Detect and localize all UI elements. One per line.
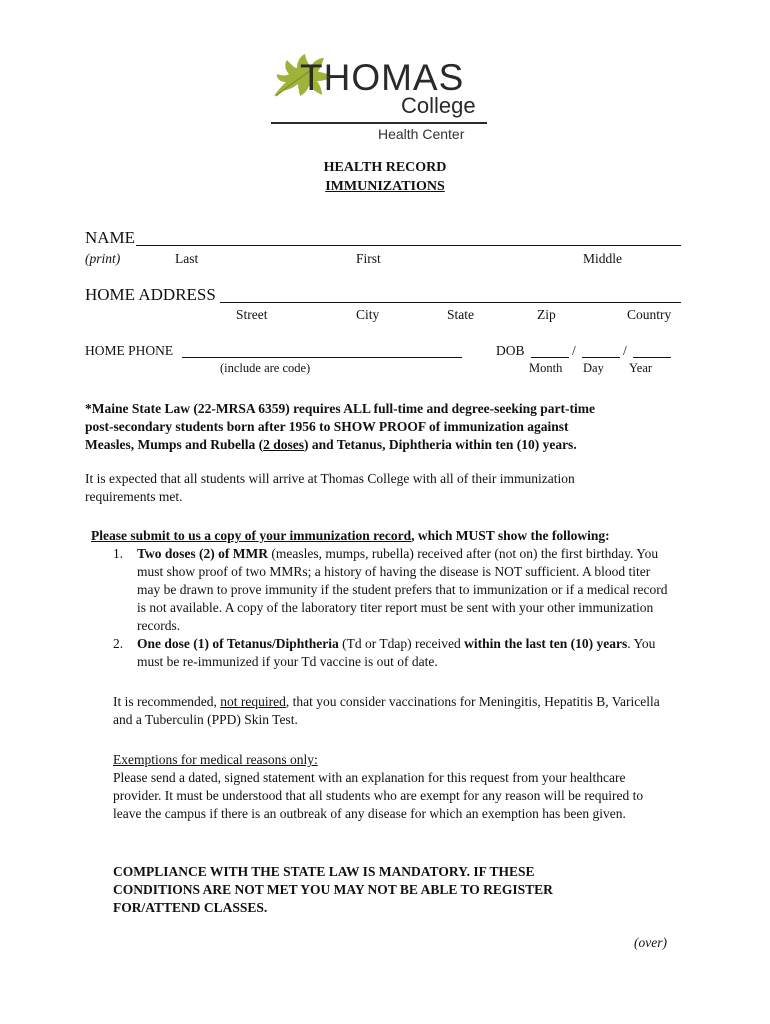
dob-year-line[interactable]	[633, 357, 671, 358]
state-law-notice	[85, 400, 675, 454]
address-country-caption: Country	[627, 307, 672, 322]
logo-subtitle: Health Center	[378, 126, 465, 142]
phone-note: (include are code)	[220, 361, 311, 375]
address-input-line[interactable]	[220, 302, 681, 303]
name-first-caption: First	[356, 251, 381, 266]
dob-separator-1: /	[572, 343, 576, 358]
arrival-expectation: It is expected that all students will arrive at Thomas College with all of their immunization requirements met.	[85, 471, 575, 504]
requirements-list	[113, 545, 669, 671]
submit-instruction: Please submit to us a copy of your immunization record, which MUST show the following:	[91, 528, 610, 543]
law-line-3: Measles, Mumps and Rubella (2 doses) and Tetanus, Diphtheria within ten (10) years.	[85, 437, 577, 452]
print-note: (print)	[85, 251, 121, 266]
phone-input-line[interactable]	[182, 357, 462, 358]
name-label: NAME	[85, 228, 136, 247]
phone-label: HOME PHONE	[85, 343, 174, 358]
law-line-2: post-secondary students born after 1956 to SHOW PROOF of immunization against	[85, 419, 569, 434]
address-state-caption: State	[447, 307, 474, 322]
dob-label: DOB	[496, 343, 525, 358]
page-title: HEALTH RECORD	[323, 160, 447, 175]
dob-day-caption: Day	[583, 361, 604, 375]
over-note: (over)	[634, 935, 667, 950]
dob-separator-2: /	[623, 343, 627, 358]
address-street-caption: Street	[236, 307, 268, 322]
exemptions-heading: Exemptions for medical reasons only:	[113, 752, 318, 767]
name-input-line[interactable]	[136, 245, 681, 246]
dob-day-line[interactable]	[582, 357, 620, 358]
law-line-1: *Maine State Law (22-MRSA 6359) requires ALL full-time and degree-seeking part-time	[85, 401, 595, 416]
list-item: 1. Two doses (2) of MMR (measles, mumps, rubella) received after (not on) the first birthday. You must show proof of two MMRs; a history of having the disease is NOT sufficient. A blood titer may be drawn to prove immunity if the student prefers that to immunization or if a medical record is not available. A copy of the laboratory titer report must be sent with your other immunization records.	[113, 546, 668, 633]
recommendation-paragraph: It is recommended, not required, that you consider vaccinations for Meningitis, Hepatitis B, Varicella and a Tuberculin (PPD) Skin Test.	[113, 694, 660, 727]
logo-wordmark-thomas: THOMAS	[300, 57, 465, 98]
name-last-caption: Last	[175, 251, 199, 266]
name-middle-caption: Middle	[583, 251, 622, 266]
logo-divider	[271, 122, 487, 124]
address-zip-caption: Zip	[537, 307, 556, 322]
logo-wordmark-college: College	[401, 93, 476, 118]
compliance-notice: COMPLIANCE WITH THE STATE LAW IS MANDATORY. IF THESE CONDITIONS ARE NOT MET YOU MAY NOT BE ABLE TO REGISTER FOR/ATTEND CLASSES.	[113, 864, 553, 915]
exemptions-paragraph: Please send a dated, signed statement with an explanation for this request from your healthcare provider. It must be understood that all students who are exempt for any reason will be required to leave the campus if there is an outbreak of any disease for which an exemption has been given.	[113, 770, 644, 821]
address-label: HOME ADDRESS	[85, 285, 216, 304]
address-city-caption: City	[356, 307, 380, 322]
dob-year-caption: Year	[629, 361, 653, 375]
dob-month-line[interactable]	[531, 357, 569, 358]
page-subtitle: IMMUNIZATIONS	[325, 179, 445, 194]
dob-month-caption: Month	[529, 361, 563, 375]
list-item: 2. One dose (1) of Tetanus/Diphtheria (Td or Tdap) received within the last ten (10) years. You must be re-immunized if your Td vaccine is out of date.	[113, 636, 656, 669]
